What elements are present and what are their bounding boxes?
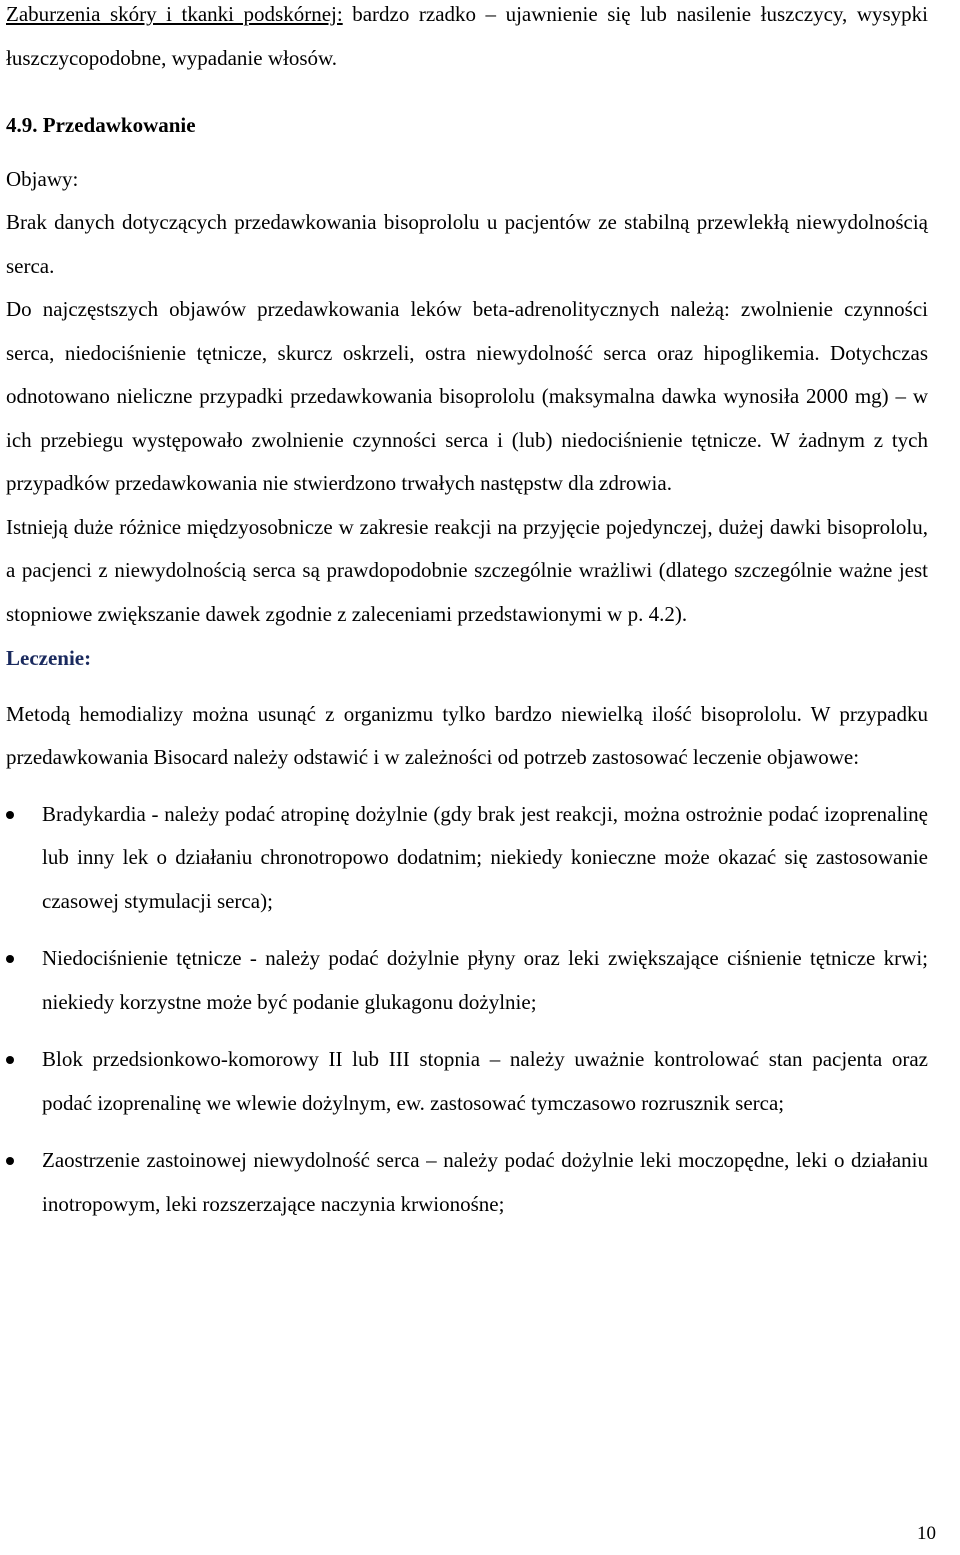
list-item <box>6 793 928 924</box>
list-item-text: Zaostrzenie zastoinowej niewydolność serca – należy podać dożylnie leki moczopędne, leki o działaniu inotropowym, leki rozszerzające naczynia krwionośne; <box>42 1148 928 1216</box>
bullet-icon <box>6 1056 14 1064</box>
symptoms-paragraph-3: Istnieją duże różnice międzyosobnicze w zakresie reakcji na przyjęcie pojedynczej, dużej dawki bisoprololu, a pacjenci z niewydolnością serca są prawdopodobnie szczególnie wrażliwi (dlatego szczególnie ważne jest stopniowe zwiększanie dawek zgodnie z zaleceniami przedstawionymi w p. 4.2). <box>6 514 928 626</box>
bullet-icon <box>6 955 14 963</box>
page-number: 10 <box>917 1523 936 1544</box>
list-item-text: Bradykardia - należy podać atropinę dożylnie (gdy brak jest reakcji, można ostrożnie podać izoprenalinę lub inny lek o działaniu chronotropowo dodatnim; niekiedy konieczne może okazać się zastosowanie czasowej stymulacji serca); <box>42 801 928 913</box>
list-item-text: Blok przedsionkowo-komorowy II lub III stopnia – należy uważnie kontrolować stan pacjenta oraz podać izoprenalinę we wlewie dożylnym, ew. zastosować tymczasowo rozrusznik serca; <box>42 1047 928 1115</box>
treatment-heading: Leczenie: <box>6 646 92 670</box>
symptoms-paragraph-1: Brak danych dotyczących przedawkowania bisoprololu u pacjentów ze stabilną przewlekłą niewydolnością serca. <box>6 210 928 278</box>
intro-paragraph <box>6 0 928 80</box>
bullet-icon <box>6 1157 14 1165</box>
list-item-text: Niedociśnienie tętnicze - należy podać dożylnie płyny oraz leki zwiększające ciśnienie tętnicze krwi; niekiedy korzystne może być podanie glukagonu dożylnie; <box>42 946 928 1014</box>
treatment-paragraph: Metodą hemodializy można usunąć z organizmu tylko bardzo niewielką ilość bisoprololu. W przypadku przedawkowania Bisocard należy odstawić i w zależności od potrzeb zastosować leczenie objawowe: <box>6 701 928 769</box>
list-item <box>6 937 928 1024</box>
list-item <box>6 1038 928 1125</box>
intro-label: Zaburzenia skóry i tkanki podskórnej: <box>6 2 343 26</box>
bullet-icon <box>6 811 14 819</box>
intro-text: bardzo rzadko – ujawnienie się lub nasilenie łuszczycy, wysypki łuszczycopodobne, wypadanie włosów. <box>6 2 928 70</box>
list-item <box>6 1139 928 1226</box>
symptoms-heading: Objawy: <box>6 166 79 191</box>
treatment-list <box>6 793 928 1227</box>
symptoms-paragraph-2: Do najczęstszych objawów przedawkowania leków beta-adrenolitycznych należą: zwolnienie czynności serca, niedociśnienie tętnicze, skurcz oskrzeli, ostra niewydolność serca oraz hipoglikemia. Dotychczas odnotowano nieliczne przypadki przedawkowania bisoprololu (maksymalna dawka wynosiła 2000 mg) – w ich przebiegu występowało zwolnienie czynności serca i (lub) niedociśnienie tętnicze. W żadnym z tych przypadków przedawkowania nie stwierdzono trwałych następstw dla zdrowia. <box>6 297 928 495</box>
section-title: 4.9. Przedawkowanie <box>6 113 196 137</box>
document-page <box>6 0 928 1226</box>
